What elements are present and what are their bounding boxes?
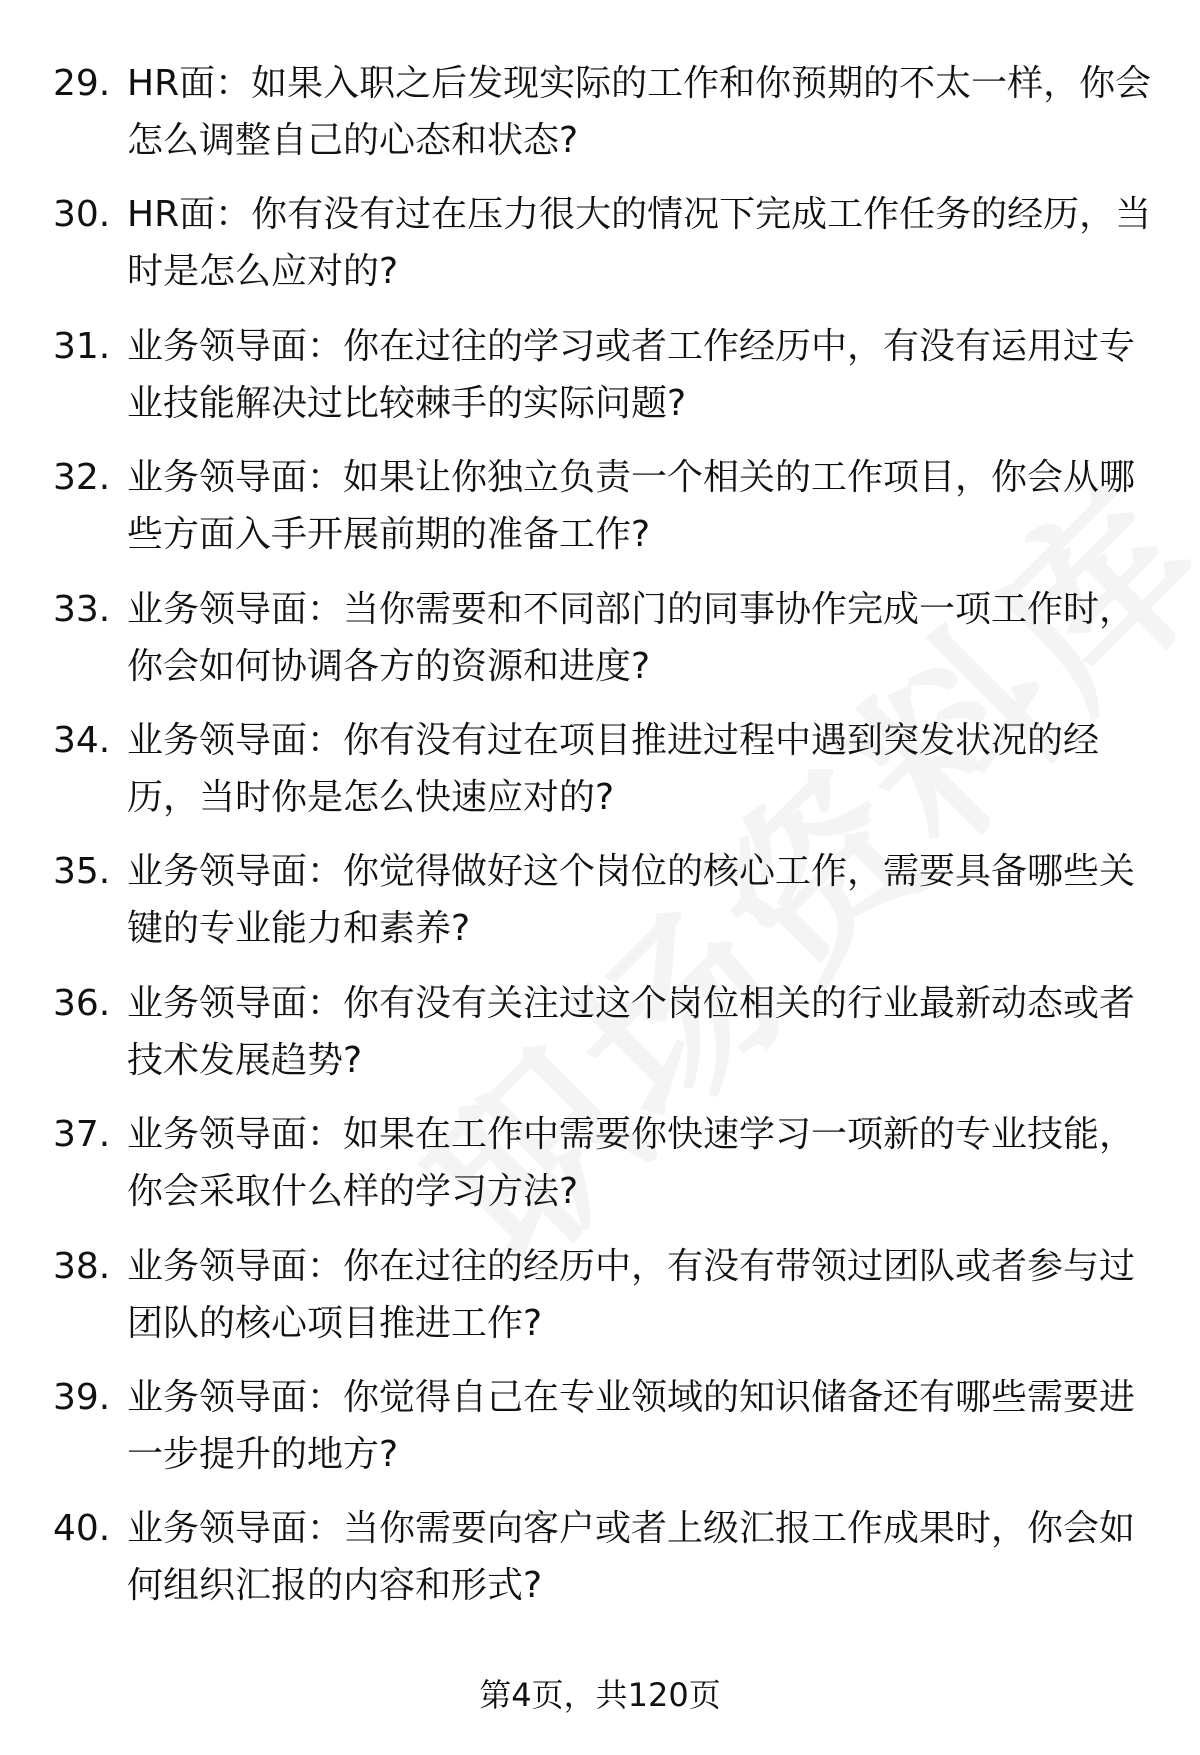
question-text: 业务领导面：当你需要和不同部门的同事协作完成一项工作时，你会如何协调各方的资源和进度? — [127, 588, 1136, 687]
question-text: 业务领导面：当你需要向客户或者上级汇报工作成果时，你会如何组织汇报的内容和形式? — [127, 1508, 1136, 1607]
question-number: 34. — [53, 719, 111, 761]
question-item — [0, 1369, 1200, 1500]
question-item — [0, 55, 1200, 186]
question-text: 业务领导面：如果让你独立负责一个相关的工作项目，你会从哪些方面入手开展前期的准备工作? — [127, 457, 1136, 556]
question-text: 业务领导面：你有没有关注过这个岗位相关的行业最新动态或者技术发展趋势? — [127, 982, 1136, 1081]
question-item — [0, 975, 1200, 1106]
question-text: HR面：如果入职之后发现实际的工作和你预期的不太一样，你会怎么调整自己的心态和状态? — [127, 63, 1152, 161]
page-number-label: 第4页，共120页 — [479, 1676, 721, 1714]
question-number: 39. — [53, 1376, 111, 1418]
question-item — [0, 1238, 1200, 1369]
question-number: 40. — [53, 1508, 111, 1550]
question-number: 32. — [53, 457, 111, 499]
question-text: 业务领导面：你觉得自己在专业领域的知识储备还有哪些需要进一步提升的地方? — [127, 1376, 1136, 1475]
question-item — [0, 186, 1200, 317]
question-text: 业务领导面：你在过往的学习或者工作经历中，有没有运用过专业技能解决过比较棘手的实际问题? — [127, 325, 1136, 424]
question-text: 业务领导面：如果在工作中需要你快速学习一项新的专业技能，你会采取什么样的学习方法? — [127, 1114, 1136, 1213]
question-number: 30. — [53, 194, 111, 236]
question-item — [0, 581, 1200, 712]
question-item — [0, 449, 1200, 580]
question-number: 29. — [53, 63, 111, 104]
question-item — [0, 318, 1200, 449]
question-item — [0, 1500, 1200, 1631]
page-footer — [0, 1675, 1200, 1715]
question-list — [0, 55, 1200, 1632]
question-text: 业务领导面：你在过往的经历中，有没有带领过团队或者参与过团队的核心项目推进工作? — [127, 1245, 1136, 1344]
question-text: 业务领导面：你有没有过在项目推进过程中遇到突发状况的经历，当时你是怎么快速应对的? — [127, 719, 1100, 818]
question-item — [0, 712, 1200, 843]
question-number: 37. — [53, 1114, 111, 1156]
question-item — [0, 843, 1200, 974]
question-item — [0, 1106, 1200, 1237]
question-number: 31. — [53, 325, 111, 367]
question-text: HR面：你有没有过在压力很大的情况下完成工作任务的经历，当时是怎么应对的? — [127, 194, 1152, 293]
question-number: 35. — [53, 851, 111, 893]
question-number: 38. — [53, 1245, 111, 1287]
question-number: 36. — [53, 982, 111, 1024]
question-number: 33. — [53, 588, 111, 630]
question-text: 业务领导面：你觉得做好这个岗位的核心工作，需要具备哪些关键的专业能力和素养? — [127, 851, 1136, 950]
